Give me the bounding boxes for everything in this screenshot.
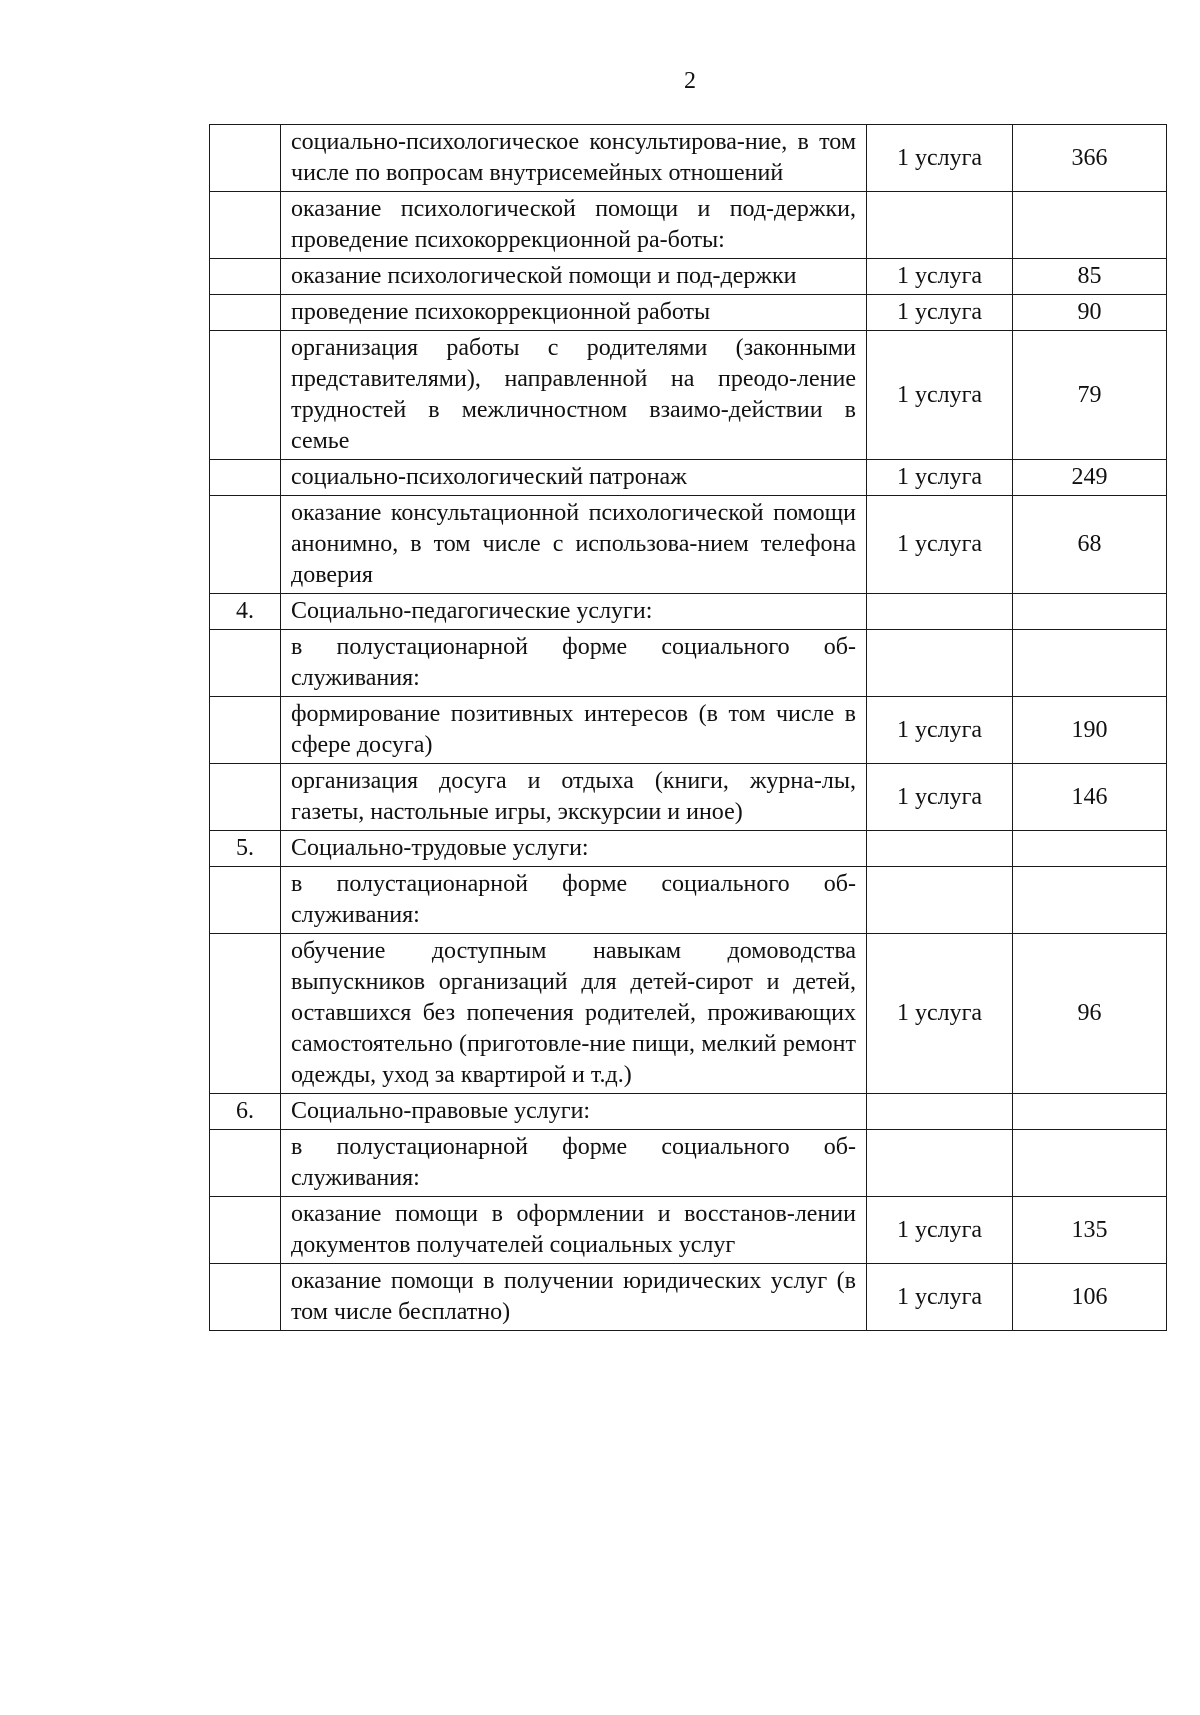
services-table	[209, 124, 1167, 1331]
row-number	[210, 1197, 281, 1264]
service-name: в полустационарной форме социального об-служивания:	[281, 867, 867, 934]
table-row	[210, 460, 1167, 496]
service-value: 96	[1013, 934, 1167, 1094]
service-name: организация работы с родителями (законными представителями), направленной на преодо-ление трудностей в межличностном взаимо-действии в семье	[281, 331, 867, 460]
service-name: оказание помощи в оформлении и восстанов-лении документов получателей социальных услуг	[281, 1197, 867, 1264]
table-row	[210, 934, 1167, 1094]
service-value	[1013, 831, 1167, 867]
service-unit: 1 услуга	[867, 125, 1013, 192]
service-name: социально-психологическое консультирова-ние, в том числе по вопросам внутрисемейных отношений	[281, 125, 867, 192]
service-name: социально-психологический патронаж	[281, 460, 867, 496]
service-name: проведение психокоррекционной работы	[281, 295, 867, 331]
service-name: формирование позитивных интересов (в том числе в сфере досуга)	[281, 697, 867, 764]
service-name: оказание консультационной психологической помощи анонимно, в том числе с использова-нием телефона доверия	[281, 496, 867, 594]
row-number	[210, 1130, 281, 1197]
row-number	[210, 1264, 281, 1331]
service-unit: 1 услуга	[867, 697, 1013, 764]
service-name: оказание психологической помощи и под-держки, проведение психокоррекционной ра-боты:	[281, 192, 867, 259]
service-name: организация досуга и отдыха (книги, журна-лы, газеты, настольные игры, экскурсии и иное)	[281, 764, 867, 831]
service-value: 106	[1013, 1264, 1167, 1331]
service-value: 79	[1013, 331, 1167, 460]
row-number	[210, 295, 281, 331]
table-row	[210, 697, 1167, 764]
row-number	[210, 934, 281, 1094]
service-value	[1013, 1130, 1167, 1197]
service-value: 366	[1013, 125, 1167, 192]
service-value	[1013, 630, 1167, 697]
row-number	[210, 496, 281, 594]
table-row	[210, 594, 1167, 630]
service-name: оказание психологической помощи и под-держки	[281, 259, 867, 295]
table-row	[210, 125, 1167, 192]
service-name: Социально-правовые услуги:	[281, 1094, 867, 1130]
service-unit: 1 услуга	[867, 259, 1013, 295]
table-row	[210, 630, 1167, 697]
service-value: 68	[1013, 496, 1167, 594]
table-row	[210, 1197, 1167, 1264]
service-unit	[867, 1094, 1013, 1130]
row-number	[210, 125, 281, 192]
service-value: 249	[1013, 460, 1167, 496]
table-row	[210, 192, 1167, 259]
row-number: 5.	[210, 831, 281, 867]
row-number: 4.	[210, 594, 281, 630]
row-number	[210, 460, 281, 496]
service-value	[1013, 1094, 1167, 1130]
service-value: 146	[1013, 764, 1167, 831]
services-table-body	[210, 125, 1167, 1331]
service-unit	[867, 831, 1013, 867]
service-unit: 1 услуга	[867, 1264, 1013, 1331]
service-name: оказание помощи в получении юридических услуг (в том числе бесплатно)	[281, 1264, 867, 1331]
service-unit: 1 услуга	[867, 1197, 1013, 1264]
service-unit: 1 услуга	[867, 295, 1013, 331]
service-unit	[867, 630, 1013, 697]
row-number: 6.	[210, 1094, 281, 1130]
service-unit: 1 услуга	[867, 496, 1013, 594]
table-row	[210, 295, 1167, 331]
service-name: обучение доступным навыкам домоводства выпускников организаций для детей-сирот и детей, оставшихся без попечения родителей, проживающих самостоятельно (приготовле-ние пищи, мелкий ремонт одежды, уход за квартирой и т.д.)	[281, 934, 867, 1094]
service-value	[1013, 192, 1167, 259]
row-number	[210, 259, 281, 295]
service-value	[1013, 594, 1167, 630]
service-unit: 1 услуга	[867, 934, 1013, 1094]
service-value: 90	[1013, 295, 1167, 331]
table-row	[210, 496, 1167, 594]
service-unit	[867, 867, 1013, 934]
table-row	[210, 764, 1167, 831]
service-value: 85	[1013, 259, 1167, 295]
page-number: 2	[684, 68, 696, 94]
service-name: в полустационарной форме социального об-служивания:	[281, 1130, 867, 1197]
table-row	[210, 867, 1167, 934]
service-value: 190	[1013, 697, 1167, 764]
table-row	[210, 831, 1167, 867]
service-name: Социально-трудовые услуги:	[281, 831, 867, 867]
table-row	[210, 1264, 1167, 1331]
service-name: Социально-педагогические услуги:	[281, 594, 867, 630]
table-row	[210, 259, 1167, 295]
table-row	[210, 1130, 1167, 1197]
service-value	[1013, 867, 1167, 934]
row-number	[210, 697, 281, 764]
row-number	[210, 867, 281, 934]
service-name: в полустационарной форме социального об-служивания:	[281, 630, 867, 697]
table-row	[210, 331, 1167, 460]
row-number	[210, 331, 281, 460]
service-unit: 1 услуга	[867, 764, 1013, 831]
table-row	[210, 1094, 1167, 1130]
row-number	[210, 630, 281, 697]
service-unit: 1 услуга	[867, 460, 1013, 496]
row-number	[210, 192, 281, 259]
service-value: 135	[1013, 1197, 1167, 1264]
service-unit	[867, 192, 1013, 259]
service-unit: 1 услуга	[867, 331, 1013, 460]
service-unit	[867, 594, 1013, 630]
service-unit	[867, 1130, 1013, 1197]
row-number	[210, 764, 281, 831]
